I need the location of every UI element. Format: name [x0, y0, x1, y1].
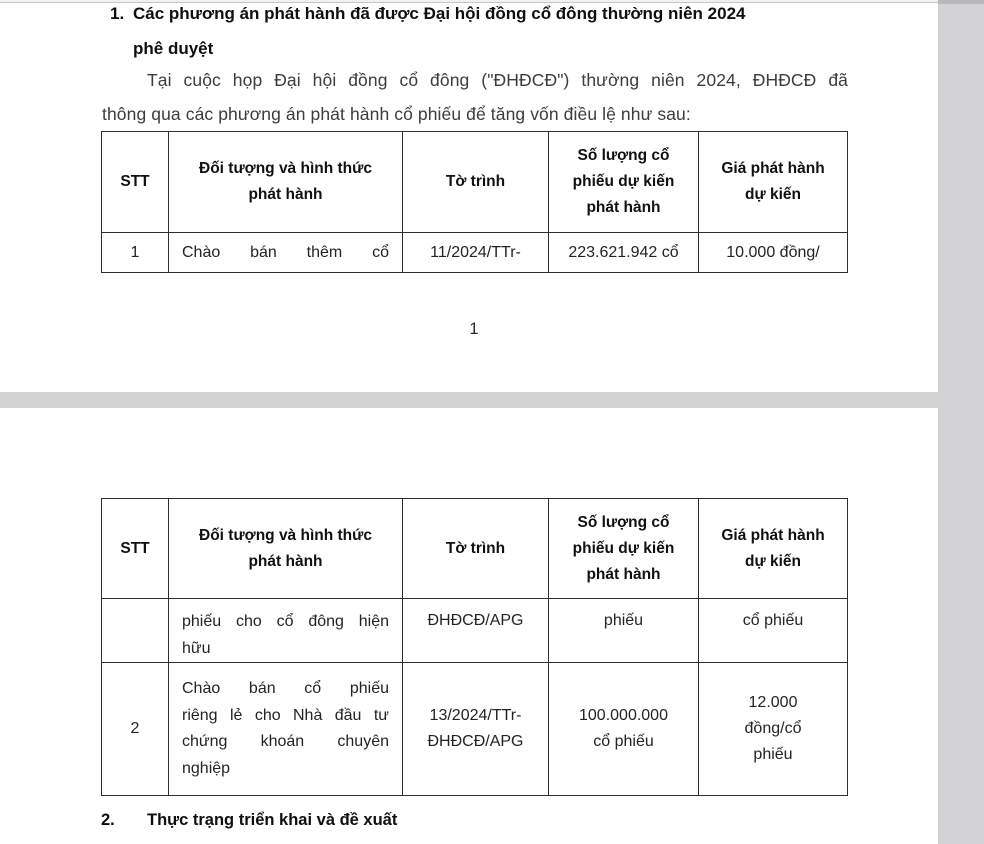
table-row-continuation: [102, 599, 848, 663]
cell-price: 12.000 đồng/cổ phiếu: [699, 663, 848, 796]
col-header-stt: STT: [102, 132, 169, 233]
col-header-totrinh: Tờ trình: [403, 499, 549, 599]
cell-price: cổ phiếu: [699, 599, 848, 663]
table-row: [102, 233, 848, 273]
page-number: 1: [469, 320, 479, 338]
section-1-title: [133, 0, 745, 66]
cell-totrinh: 13/2024/TTr- ĐHĐCĐ/APG: [403, 663, 549, 796]
cell-totrinh: 11/2024/TTr-: [403, 233, 549, 273]
section-1-heading: [110, 0, 880, 66]
intro-paragraph: [102, 63, 848, 131]
cell-subject: Chào bán thêm cổ: [169, 233, 403, 273]
document-page-1[interactable]: [0, 0, 938, 392]
col-header-price: Giá phát hành dự kiến: [699, 499, 848, 599]
section-1-title-line1: Các phương án phát hành đã được Đại hội đồng cổ đông thường niên 2024: [133, 4, 746, 23]
cell-quantity: phiếu: [549, 599, 699, 663]
cell-stt: 2: [102, 663, 169, 796]
col-header-totrinh: Tờ trình: [403, 132, 549, 233]
section-2-number: 2.: [101, 811, 115, 829]
table-row: [102, 663, 848, 796]
document-page-2[interactable]: [0, 408, 938, 844]
cell-subject: phiếu cho cổ đông hiện hữu: [169, 599, 403, 663]
cell-quantity: 223.621.942 cổ: [549, 233, 699, 273]
intro-paragraph-line2: thông qua các phương án phát hành cổ phiếu để tăng vốn điều lệ như sau:: [102, 104, 691, 124]
table-header-row: [102, 499, 848, 599]
page-gap: [0, 392, 984, 408]
cell-totrinh: ĐHĐCĐ/APG: [403, 599, 549, 663]
table-header-row: [102, 132, 848, 233]
col-header-subject: Đối tượng và hình thức phát hành: [169, 499, 403, 599]
cell-stt: [102, 599, 169, 663]
col-header-price: Giá phát hành dự kiến: [699, 132, 848, 233]
cell-price: 10.000 đồng/: [699, 233, 848, 273]
section-2-title: Thực trạng triển khai và đề xuất: [147, 811, 398, 829]
cell-quantity: 100.000.000 cổ phiếu: [549, 663, 699, 796]
section-1-number: 1.: [110, 4, 125, 23]
section-1-title-line2: phê duyệt: [133, 39, 214, 58]
col-header-stt: STT: [102, 499, 169, 599]
issuance-table-page1[interactable]: [101, 131, 848, 273]
section-2-heading: [101, 805, 871, 835]
issuance-table-page2[interactable]: [101, 498, 848, 796]
top-edge-strip-right: [938, 0, 984, 4]
col-header-quantity: Số lượng cổ phiếu dự kiến phát hành: [549, 132, 699, 233]
cell-subject: Chào bán cổ phiếu riêng lẻ cho Nhà đầu tư chứng khoán chuyên nghiệp: [169, 663, 403, 796]
intro-paragraph-line1: Tại cuộc họp Đại hội đồng cổ đông ("ĐHĐCĐ") thường niên 2024, ĐHĐCĐ đã: [147, 70, 848, 90]
col-header-subject: Đối tượng và hình thức phát hành: [169, 132, 403, 233]
cell-stt: 1: [102, 233, 169, 273]
col-header-quantity: Số lượng cổ phiếu dự kiến phát hành: [549, 499, 699, 599]
app-background-gutter: [938, 0, 984, 844]
top-edge-strip: [0, 0, 938, 3]
